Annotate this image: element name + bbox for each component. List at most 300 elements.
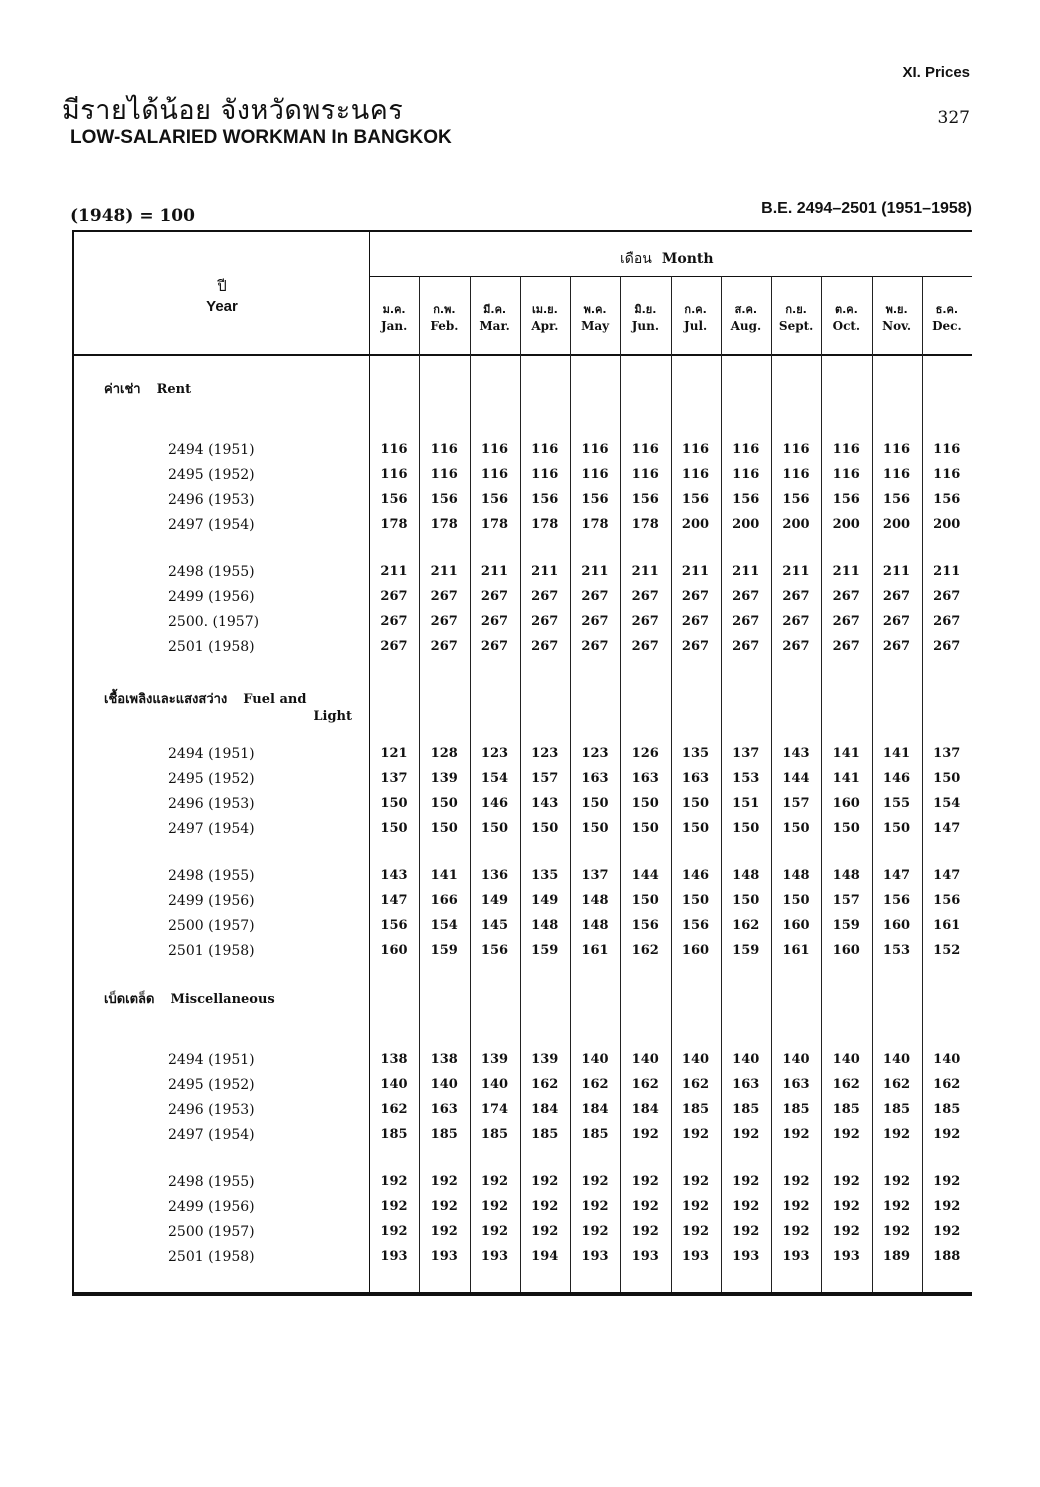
table-cell: 160 bbox=[832, 796, 860, 811]
table-cell: 150 bbox=[732, 821, 760, 836]
table-cell: 160 bbox=[380, 943, 408, 958]
month-header-thai: เดือน bbox=[620, 251, 652, 267]
table-cell: 159 bbox=[832, 918, 860, 933]
table-cell: 150 bbox=[681, 893, 710, 908]
table-cell: 137 bbox=[380, 771, 408, 786]
table-cell: 156 bbox=[732, 492, 760, 507]
period-label: B.E. 2494–2501 (1951–1958) bbox=[761, 200, 972, 217]
table-cell: 145 bbox=[480, 918, 509, 933]
table-cell: 211 bbox=[531, 564, 559, 579]
table-cell: 148 bbox=[832, 868, 860, 883]
table-cell: 128 bbox=[430, 746, 458, 761]
table-cell: 211 bbox=[933, 564, 961, 579]
row-year: 2501 (1958) bbox=[168, 943, 255, 959]
table-cell: 156 bbox=[832, 492, 860, 507]
table-cell: 192 bbox=[681, 1127, 710, 1142]
table-cell: 148 bbox=[732, 868, 760, 883]
table-row bbox=[72, 744, 972, 766]
table-cell: 149 bbox=[531, 893, 559, 908]
table-cell: 137 bbox=[933, 746, 961, 761]
table-row bbox=[72, 1247, 972, 1269]
table-cell: 267 bbox=[933, 589, 961, 604]
table-cell: 161 bbox=[581, 943, 609, 958]
table-cell: 188 bbox=[933, 1249, 961, 1264]
table-cell: 140 bbox=[882, 1052, 911, 1067]
table-cell: 192 bbox=[882, 1224, 911, 1239]
price-index-table bbox=[72, 230, 972, 1296]
table-cell: 192 bbox=[681, 1174, 710, 1189]
table-cell: 150 bbox=[933, 771, 961, 786]
table-cell: 267 bbox=[380, 639, 408, 654]
table-cell: 159 bbox=[430, 943, 458, 958]
table-cell: 116 bbox=[631, 467, 659, 482]
month-column-header bbox=[721, 302, 771, 334]
table-row bbox=[72, 916, 972, 938]
table-cell: 150 bbox=[581, 796, 609, 811]
month-english: Dec. bbox=[932, 319, 962, 333]
title-english: LOW-SALARIED WORKMAN In BANGKOK bbox=[70, 127, 452, 148]
table-cell: 192 bbox=[430, 1174, 458, 1189]
table-cell: 192 bbox=[631, 1174, 659, 1189]
table-cell: 150 bbox=[430, 796, 458, 811]
table-cell: 156 bbox=[882, 492, 911, 507]
table-cell: 116 bbox=[832, 467, 860, 482]
table-cell: 116 bbox=[480, 467, 509, 482]
table-cell: 155 bbox=[882, 796, 911, 811]
table-cell: 192 bbox=[933, 1174, 961, 1189]
table-cell: 184 bbox=[581, 1102, 609, 1117]
table-row bbox=[72, 1222, 972, 1244]
table-cell: 139 bbox=[531, 1052, 559, 1067]
table-cell: 162 bbox=[882, 1077, 911, 1092]
table-cell: 194 bbox=[531, 1249, 559, 1264]
row-year: 2500 (1957) bbox=[168, 918, 255, 934]
table-cell: 116 bbox=[380, 442, 408, 457]
section-name-thai: เชื้อเพลิงและแสงสว่าง bbox=[104, 692, 228, 707]
table-cell: 267 bbox=[430, 639, 458, 654]
table-cell: 156 bbox=[480, 943, 509, 958]
row-year: 2501 (1958) bbox=[168, 1249, 255, 1265]
table-cell: 211 bbox=[430, 564, 458, 579]
table-cell: 192 bbox=[782, 1224, 810, 1239]
table-cell: 267 bbox=[480, 614, 509, 629]
table-cell: 116 bbox=[782, 467, 810, 482]
table-cell: 140 bbox=[430, 1077, 458, 1092]
month-english: Feb. bbox=[430, 319, 459, 333]
table-cell: 156 bbox=[933, 893, 961, 908]
table-cell: 162 bbox=[832, 1077, 860, 1092]
table-cell: 267 bbox=[480, 589, 509, 604]
header-bottom-rule bbox=[72, 354, 972, 356]
table-cell: 146 bbox=[882, 771, 911, 786]
table-cell: 150 bbox=[882, 821, 911, 836]
row-year: 2496 (1953) bbox=[168, 492, 255, 508]
table-cell: 267 bbox=[581, 614, 609, 629]
table-row bbox=[72, 490, 972, 512]
table-cell: 123 bbox=[581, 746, 609, 761]
table-cell: 147 bbox=[933, 821, 961, 836]
table-cell: 267 bbox=[832, 639, 860, 654]
year-header-thai: ปี bbox=[217, 277, 227, 295]
table-row bbox=[72, 587, 972, 609]
table-cell: 192 bbox=[882, 1174, 911, 1189]
table-cell: 267 bbox=[430, 589, 458, 604]
table-cell: 185 bbox=[782, 1102, 810, 1117]
table-cell: 192 bbox=[531, 1174, 559, 1189]
section-name-english: Fuel and bbox=[243, 692, 307, 707]
row-year: 2498 (1955) bbox=[168, 1174, 255, 1190]
table-cell: 267 bbox=[380, 614, 408, 629]
month-thai: ส.ค. bbox=[734, 303, 758, 316]
table-cell: 162 bbox=[681, 1077, 710, 1092]
month-english: Sept. bbox=[778, 319, 814, 333]
table-cell: 184 bbox=[531, 1102, 559, 1117]
section-heading bbox=[104, 688, 354, 724]
table-cell: 192 bbox=[832, 1127, 860, 1142]
table-cell: 192 bbox=[933, 1199, 961, 1214]
table-cell: 200 bbox=[681, 517, 710, 532]
table-cell: 160 bbox=[681, 943, 710, 958]
table-cell: 178 bbox=[380, 517, 408, 532]
table-cell: 116 bbox=[531, 442, 559, 457]
row-year: 2497 (1954) bbox=[168, 517, 255, 533]
table-row bbox=[72, 465, 972, 487]
table-cell: 192 bbox=[380, 1174, 408, 1189]
month-thai: พ.ค. bbox=[583, 303, 607, 316]
table-cell: 267 bbox=[782, 589, 810, 604]
table-cell: 267 bbox=[531, 639, 559, 654]
table-cell: 192 bbox=[531, 1224, 559, 1239]
table-cell: 139 bbox=[430, 771, 458, 786]
row-year: 2500 (1957) bbox=[168, 1224, 255, 1240]
table-row bbox=[72, 1197, 972, 1219]
table-cell: 156 bbox=[380, 492, 408, 507]
table-cell: 116 bbox=[531, 467, 559, 482]
table-cell: 193 bbox=[430, 1249, 458, 1264]
table-cell: 150 bbox=[480, 821, 509, 836]
year-header bbox=[172, 274, 272, 315]
title-thai: มีรายได้น้อย จังหวัดพระนคร bbox=[62, 95, 404, 126]
table-cell: 156 bbox=[380, 918, 408, 933]
table-cell: 267 bbox=[581, 639, 609, 654]
month-thai: มิ.ย. bbox=[634, 303, 657, 316]
section-label: XI. Prices bbox=[902, 64, 970, 81]
table-cell: 159 bbox=[732, 943, 760, 958]
table-cell: 267 bbox=[933, 639, 961, 654]
table-cell: 178 bbox=[581, 517, 609, 532]
table-cell: 192 bbox=[732, 1127, 760, 1142]
table-cell: 139 bbox=[480, 1052, 509, 1067]
row-year: 2500. (1957) bbox=[168, 614, 260, 630]
table-cell: 200 bbox=[832, 517, 860, 532]
table-cell: 150 bbox=[681, 796, 710, 811]
section-name-thai: เบ็ดเตล็ด bbox=[104, 992, 155, 1007]
row-year: 2495 (1952) bbox=[168, 1077, 255, 1093]
table-cell: 267 bbox=[581, 589, 609, 604]
table-cell: 156 bbox=[631, 492, 659, 507]
table-cell: 267 bbox=[882, 639, 911, 654]
table-cell: 151 bbox=[732, 796, 760, 811]
table-cell: 126 bbox=[631, 746, 659, 761]
table-cell: 185 bbox=[933, 1102, 961, 1117]
table-cell: 143 bbox=[531, 796, 559, 811]
month-english: Jul. bbox=[684, 319, 708, 333]
month-english: Oct. bbox=[832, 319, 861, 333]
table-cell: 267 bbox=[933, 614, 961, 629]
table-row bbox=[72, 1100, 972, 1122]
table-cell: 116 bbox=[882, 442, 911, 457]
table-cell: 123 bbox=[480, 746, 509, 761]
table-cell: 192 bbox=[832, 1174, 860, 1189]
table-cell: 185 bbox=[581, 1127, 609, 1142]
table-cell: 192 bbox=[732, 1174, 760, 1189]
table-cell: 163 bbox=[782, 1077, 810, 1092]
table-cell: 156 bbox=[933, 492, 961, 507]
table-cell: 211 bbox=[380, 564, 408, 579]
month-column-header bbox=[419, 302, 469, 334]
table-cell: 267 bbox=[882, 589, 911, 604]
month-column-header bbox=[520, 302, 570, 334]
section-name-thai: ค่าเช่า bbox=[104, 382, 141, 397]
table-cell: 161 bbox=[933, 918, 961, 933]
row-year: 2501 (1958) bbox=[168, 639, 255, 655]
table-cell: 156 bbox=[581, 492, 609, 507]
table-cell: 116 bbox=[933, 442, 961, 457]
table-cell: 148 bbox=[782, 868, 810, 883]
table-cell: 135 bbox=[531, 868, 559, 883]
month-thai: ธ.ค. bbox=[935, 303, 959, 316]
row-year: 2499 (1956) bbox=[168, 893, 255, 909]
table-cell: 149 bbox=[480, 893, 509, 908]
month-column-header bbox=[821, 302, 871, 334]
table-cell: 267 bbox=[480, 639, 509, 654]
table-cell: 148 bbox=[531, 918, 559, 933]
table-cell: 211 bbox=[581, 564, 609, 579]
table-cell: 140 bbox=[480, 1077, 509, 1092]
table-cell: 150 bbox=[430, 821, 458, 836]
table-cell: 192 bbox=[782, 1174, 810, 1189]
table-cell: 162 bbox=[732, 918, 760, 933]
table-cell: 163 bbox=[681, 771, 710, 786]
table-row bbox=[72, 794, 972, 816]
year-header-english: Year bbox=[206, 298, 238, 315]
table-cell: 193 bbox=[631, 1249, 659, 1264]
table-cell: 192 bbox=[832, 1199, 860, 1214]
table-cell: 150 bbox=[380, 821, 408, 836]
table-row bbox=[72, 1172, 972, 1194]
table-cell: 140 bbox=[832, 1052, 860, 1067]
table-row bbox=[72, 941, 972, 963]
table-cell: 192 bbox=[782, 1127, 810, 1142]
table-cell: 150 bbox=[631, 821, 659, 836]
month-thai: เม.ย. bbox=[531, 303, 558, 316]
table-cell: 185 bbox=[380, 1127, 408, 1142]
table-cell: 137 bbox=[581, 868, 609, 883]
table-cell: 267 bbox=[882, 614, 911, 629]
table-row bbox=[72, 1125, 972, 1147]
month-column-header bbox=[922, 302, 972, 334]
table-cell: 154 bbox=[933, 796, 961, 811]
table-cell: 192 bbox=[882, 1199, 911, 1214]
table-cell: 116 bbox=[581, 467, 609, 482]
row-year: 2494 (1951) bbox=[168, 746, 255, 762]
table-cell: 140 bbox=[380, 1077, 408, 1092]
table-cell: 153 bbox=[732, 771, 760, 786]
table-cell: 267 bbox=[732, 639, 760, 654]
table-cell: 150 bbox=[732, 893, 760, 908]
table-cell: 135 bbox=[681, 746, 710, 761]
table-row bbox=[72, 562, 972, 584]
table-cell: 147 bbox=[882, 868, 911, 883]
table-cell: 160 bbox=[782, 918, 810, 933]
month-thai: พ.ย. bbox=[885, 303, 908, 316]
table-row bbox=[72, 440, 972, 462]
row-year: 2497 (1954) bbox=[168, 1127, 255, 1143]
table-cell: 157 bbox=[531, 771, 559, 786]
table-cell: 267 bbox=[631, 614, 659, 629]
row-year: 2499 (1956) bbox=[168, 1199, 255, 1215]
table-cell: 140 bbox=[581, 1052, 609, 1067]
table-cell: 150 bbox=[631, 796, 659, 811]
table-cell: 166 bbox=[430, 893, 458, 908]
table-cell: 192 bbox=[480, 1199, 509, 1214]
month-column-header bbox=[369, 302, 419, 334]
table-cell: 192 bbox=[681, 1199, 710, 1214]
table-cell: 156 bbox=[430, 492, 458, 507]
table-cell: 121 bbox=[380, 746, 408, 761]
table-cell: 192 bbox=[380, 1224, 408, 1239]
table-cell: 150 bbox=[832, 821, 860, 836]
row-year: 2494 (1951) bbox=[168, 442, 255, 458]
table-cell: 267 bbox=[631, 589, 659, 604]
table-cell: 163 bbox=[430, 1102, 458, 1117]
table-cell: 116 bbox=[681, 442, 710, 457]
table-cell: 156 bbox=[681, 918, 710, 933]
table-cell: 192 bbox=[430, 1199, 458, 1214]
table-cell: 150 bbox=[531, 821, 559, 836]
table-cell: 141 bbox=[832, 771, 860, 786]
table-cell: 156 bbox=[882, 893, 911, 908]
month-thai: มี.ค. bbox=[483, 303, 507, 316]
table-cell: 267 bbox=[681, 589, 710, 604]
table-cell: 200 bbox=[882, 517, 911, 532]
table-cell: 192 bbox=[581, 1174, 609, 1189]
table-cell: 116 bbox=[631, 442, 659, 457]
table-cell: 211 bbox=[832, 564, 860, 579]
table-cell: 152 bbox=[933, 943, 961, 958]
table-cell: 150 bbox=[631, 893, 659, 908]
table-cell: 192 bbox=[480, 1224, 509, 1239]
table-cell: 146 bbox=[480, 796, 509, 811]
table-row bbox=[72, 819, 972, 841]
month-english: Jan. bbox=[380, 319, 408, 333]
table-cell: 144 bbox=[782, 771, 810, 786]
section-name-english: Miscellaneous bbox=[170, 992, 275, 1007]
table-cell: 267 bbox=[681, 639, 710, 654]
table-cell: 159 bbox=[531, 943, 559, 958]
table-cell: 192 bbox=[933, 1127, 961, 1142]
month-thai: ม.ค. bbox=[382, 303, 406, 316]
row-year: 2494 (1951) bbox=[168, 1052, 255, 1068]
table-cell: 157 bbox=[832, 893, 860, 908]
table-cell: 192 bbox=[581, 1199, 609, 1214]
table-row bbox=[72, 1075, 972, 1097]
table-cell: 141 bbox=[430, 868, 458, 883]
month-column-header bbox=[872, 302, 922, 334]
table-cell: 140 bbox=[933, 1052, 961, 1067]
month-column-header bbox=[771, 302, 821, 334]
table-cell: 150 bbox=[581, 821, 609, 836]
table-cell: 140 bbox=[732, 1052, 760, 1067]
table-cell: 138 bbox=[430, 1052, 458, 1067]
table-cell: 200 bbox=[732, 517, 760, 532]
month-english: Apr. bbox=[531, 319, 559, 333]
row-year: 2498 (1955) bbox=[168, 564, 255, 580]
table-cell: 154 bbox=[430, 918, 458, 933]
table-cell: 185 bbox=[832, 1102, 860, 1117]
table-cell: 146 bbox=[681, 868, 710, 883]
section-heading bbox=[104, 988, 354, 1009]
table-cell: 150 bbox=[782, 893, 810, 908]
table-cell: 156 bbox=[681, 492, 710, 507]
table-cell: 150 bbox=[782, 821, 810, 836]
table-cell: 116 bbox=[832, 442, 860, 457]
table-cell: 192 bbox=[882, 1127, 911, 1142]
table-cell: 163 bbox=[631, 771, 659, 786]
table-cell: 116 bbox=[681, 467, 710, 482]
month-header-english: Month bbox=[661, 251, 714, 267]
table-cell: 148 bbox=[581, 918, 609, 933]
table-cell: 154 bbox=[480, 771, 509, 786]
base-index: (1948) = 100 bbox=[70, 206, 195, 226]
table-cell: 185 bbox=[732, 1102, 760, 1117]
table-cell: 116 bbox=[581, 442, 609, 457]
table-cell: 116 bbox=[380, 467, 408, 482]
row-year: 2498 (1955) bbox=[168, 868, 255, 884]
table-cell: 116 bbox=[732, 467, 760, 482]
table-cell: 193 bbox=[832, 1249, 860, 1264]
table-cell: 160 bbox=[832, 943, 860, 958]
table-cell: 267 bbox=[782, 614, 810, 629]
table-cell: 162 bbox=[531, 1077, 559, 1092]
table-cell: 192 bbox=[380, 1199, 408, 1214]
table-cell: 156 bbox=[631, 918, 659, 933]
table-cell: 192 bbox=[681, 1224, 710, 1239]
table-cell: 267 bbox=[531, 589, 559, 604]
month-english: Jun. bbox=[631, 319, 660, 333]
month-english: Mar. bbox=[479, 319, 510, 333]
table-cell: 267 bbox=[631, 639, 659, 654]
month-english: Aug. bbox=[730, 319, 762, 333]
table-cell: 143 bbox=[380, 868, 408, 883]
table-cell: 211 bbox=[681, 564, 710, 579]
table-cell: 192 bbox=[631, 1199, 659, 1214]
table-cell: 178 bbox=[430, 517, 458, 532]
table-cell: 150 bbox=[681, 821, 710, 836]
table-cell: 138 bbox=[380, 1052, 408, 1067]
row-year: 2496 (1953) bbox=[168, 796, 255, 812]
table-cell: 156 bbox=[782, 492, 810, 507]
table-cell: 150 bbox=[380, 796, 408, 811]
table-cell: 116 bbox=[480, 442, 509, 457]
table-cell: 192 bbox=[933, 1224, 961, 1239]
table-row bbox=[72, 1050, 972, 1072]
table-cell: 162 bbox=[581, 1077, 609, 1092]
table-cell: 178 bbox=[480, 517, 509, 532]
table-cell: 162 bbox=[933, 1077, 961, 1092]
month-thai: ก.พ. bbox=[433, 303, 456, 316]
table-cell: 185 bbox=[681, 1102, 710, 1117]
